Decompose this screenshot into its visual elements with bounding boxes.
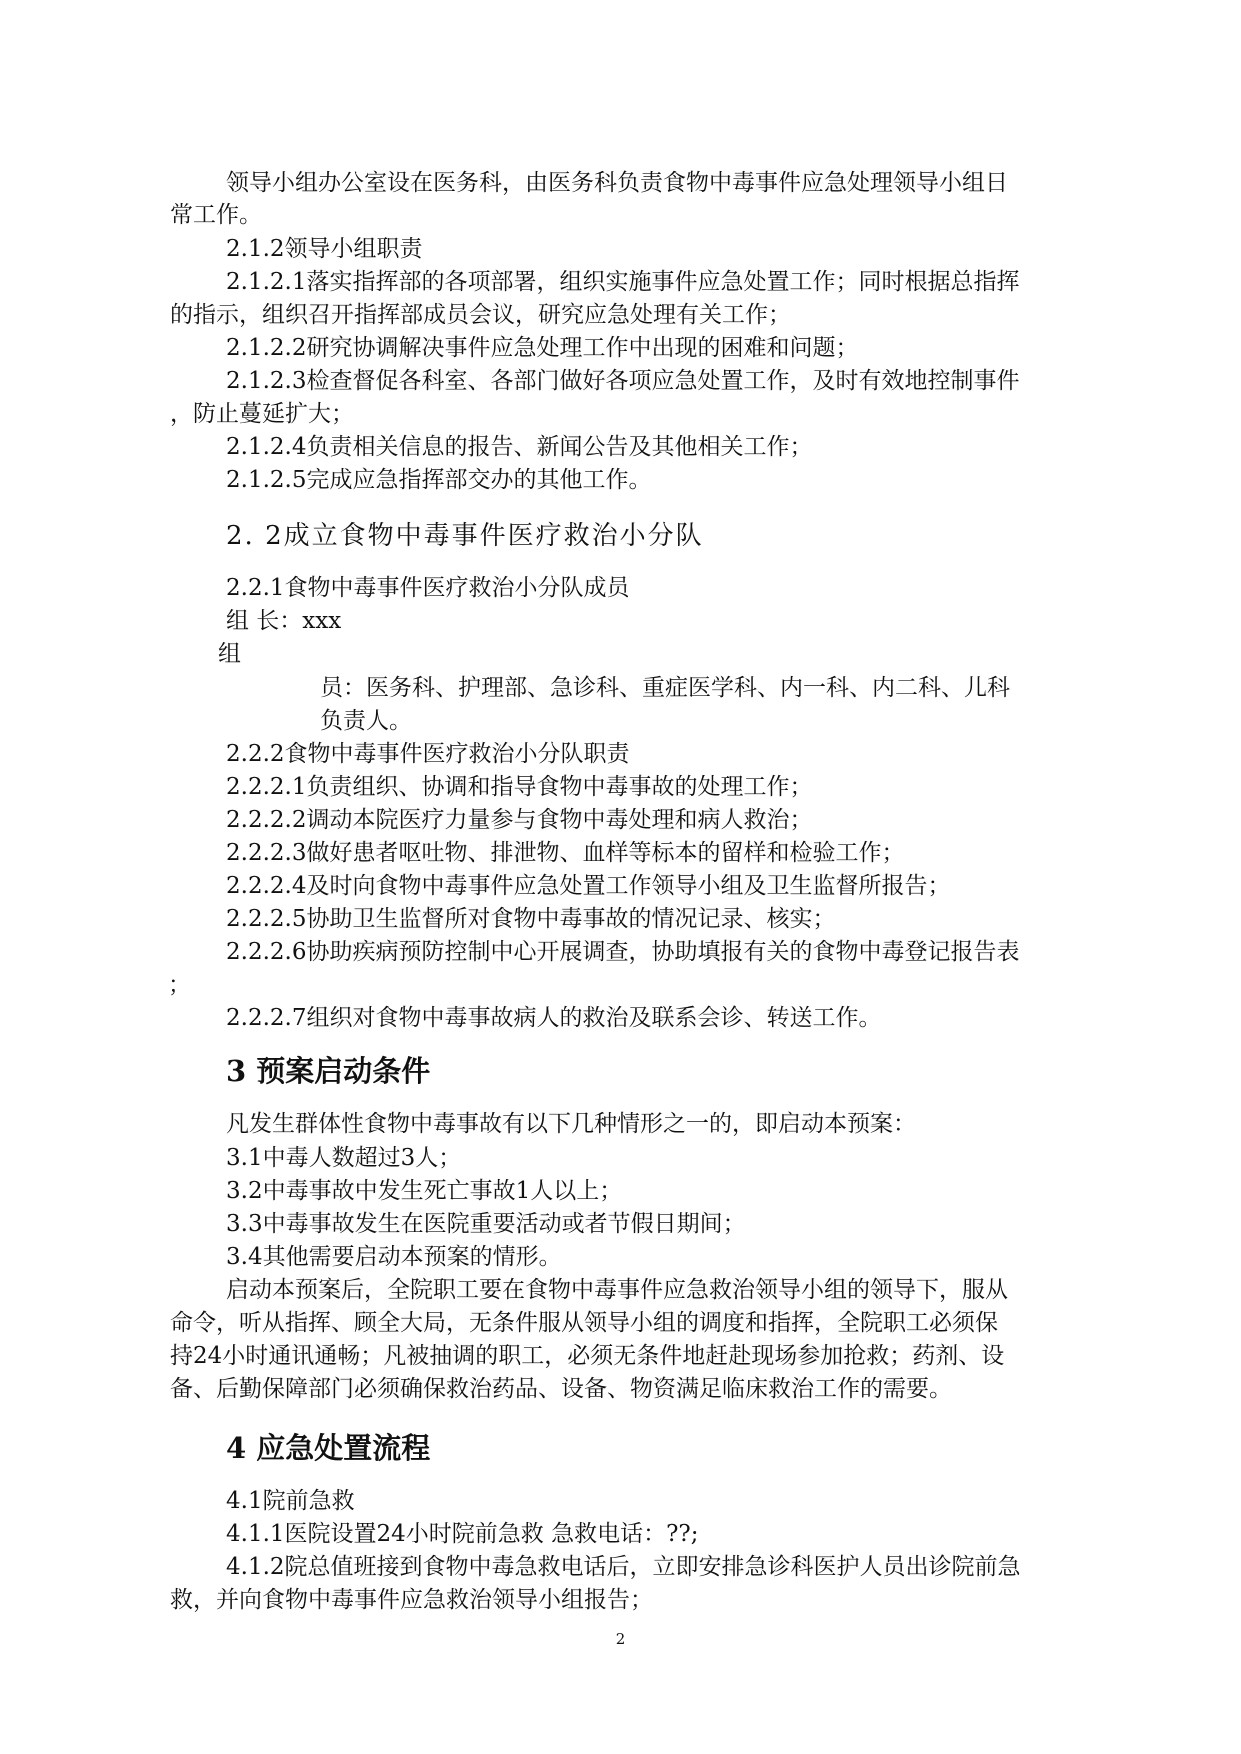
text-line: 2.2.2.6协助疾病预防控制中心开展调查，协助填报有关的食物中毒登记报告表: [226, 939, 1020, 965]
text-line: 2.1.2.3检查督促各科室、各部门做好各项应急处置工作，及时有效地控制事件: [226, 368, 1020, 394]
text-line: ；: [168, 972, 191, 998]
text-line: ，防止蔓延扩大；: [170, 401, 354, 427]
text-line: 2.2.2.5协助卫生监督所对食物中毒事故的情况记录、核实；: [226, 906, 836, 932]
text-line: 3.2中毒事故中发生死亡事故1人以上；: [226, 1178, 623, 1204]
text-line: 2.2.2.3做好患者呕吐物、排泄物、血样等标本的留样和检验工作；: [226, 840, 905, 866]
text-line: 2.2.2.1负责组织、协调和指导食物中毒事故的处理工作；: [226, 774, 813, 800]
text-line: 2.2.2.2调动本院医疗力量参与食物中毒处理和病人救治；: [226, 807, 813, 833]
subsection-heading: 2. 2成立食物中毒事件医疗救治小分队: [226, 521, 704, 551]
text-line: 3.1中毒人数超过3人；: [226, 1145, 462, 1171]
text-line: 3.3中毒事故发生在医院重要活动或者节假日期间；: [226, 1211, 746, 1237]
section-heading: 4 应急处置流程: [226, 1431, 431, 1465]
text-line: 2.1.2.5完成应急指挥部交办的其他工作。: [226, 467, 652, 493]
text-line: 4.1.1医院设置24小时院前急救 急救电话：??;: [226, 1521, 699, 1547]
text-line: 负责人。: [320, 708, 412, 734]
text-line: 2.2.1食物中毒事件医疗救治小分队成员: [226, 575, 630, 601]
text-line: 持24小时通讯通畅；凡被抽调的职工，必须无条件地赶赴现场参加抢救；药剂、设: [170, 1343, 1005, 1369]
text-line: 组 长：xxx: [226, 608, 342, 634]
text-line: 2.2.2.4及时向食物中毒事件应急处置工作领导小组及卫生监督所报告；: [226, 873, 951, 899]
text-line: 4.1院前急救: [226, 1488, 355, 1514]
text-line: 2.2.2.7组织对食物中毒事故病人的救治及联系会诊、转送工作。: [226, 1005, 882, 1031]
text-line: 启动本预案后，全院职工要在食物中毒事件应急救治领导小组的领导下，服从: [226, 1277, 1008, 1303]
text-line: 命令，听从指挥、顾全大局，无条件服从领导小组的调度和指挥，全院职工必须保: [170, 1310, 998, 1336]
text-line: 2.2.2食物中毒事件医疗救治小分队职责: [226, 741, 630, 767]
text-line: 2.1.2领导小组职责: [226, 236, 423, 262]
text-line: 的指示，组织召开指挥部成员会议，研究应急处理有关工作；: [170, 302, 791, 328]
text-line: 2.1.2.2研究协调解决事件应急处理工作中出现的困难和问题；: [226, 335, 859, 361]
text-line: 凡发生群体性食物中毒事故有以下几种情形之一的，即启动本预案：: [226, 1111, 916, 1137]
text-line: 领导小组办公室设在医务科，由医务科负责食物中毒事件应急处理领导小组日: [226, 170, 1008, 196]
page-number: 2: [615, 1630, 626, 1648]
text-line: 救，并向食物中毒事件应急救治领导小组报告；: [170, 1587, 653, 1613]
text-line: 2.1.2.4负责相关信息的报告、新闻公告及其他相关工作；: [226, 434, 813, 460]
section-heading: 3 预案启动条件: [226, 1054, 431, 1088]
text-line: 备、后勤保障部门必须确保救治药品、设备、物资满足临床救治工作的需要。: [170, 1376, 952, 1402]
text-line: 3.4其他需要启动本预案的情形。: [226, 1244, 562, 1270]
text-line: 2.1.2.1落实指挥部的各项部署，组织实施事件应急处置工作；同时根据总指挥: [226, 269, 1020, 295]
text-line: 4.1.2院总值班接到食物中毒急救电话后，立即安排急诊科医护人员出诊院前急: [226, 1554, 1021, 1580]
text-line: 员：医务科、护理部、急诊科、重症医学科、内一科、内二科、儿科: [320, 675, 1010, 701]
text-line: 组: [218, 641, 241, 667]
text-line: 常工作。: [170, 202, 262, 228]
